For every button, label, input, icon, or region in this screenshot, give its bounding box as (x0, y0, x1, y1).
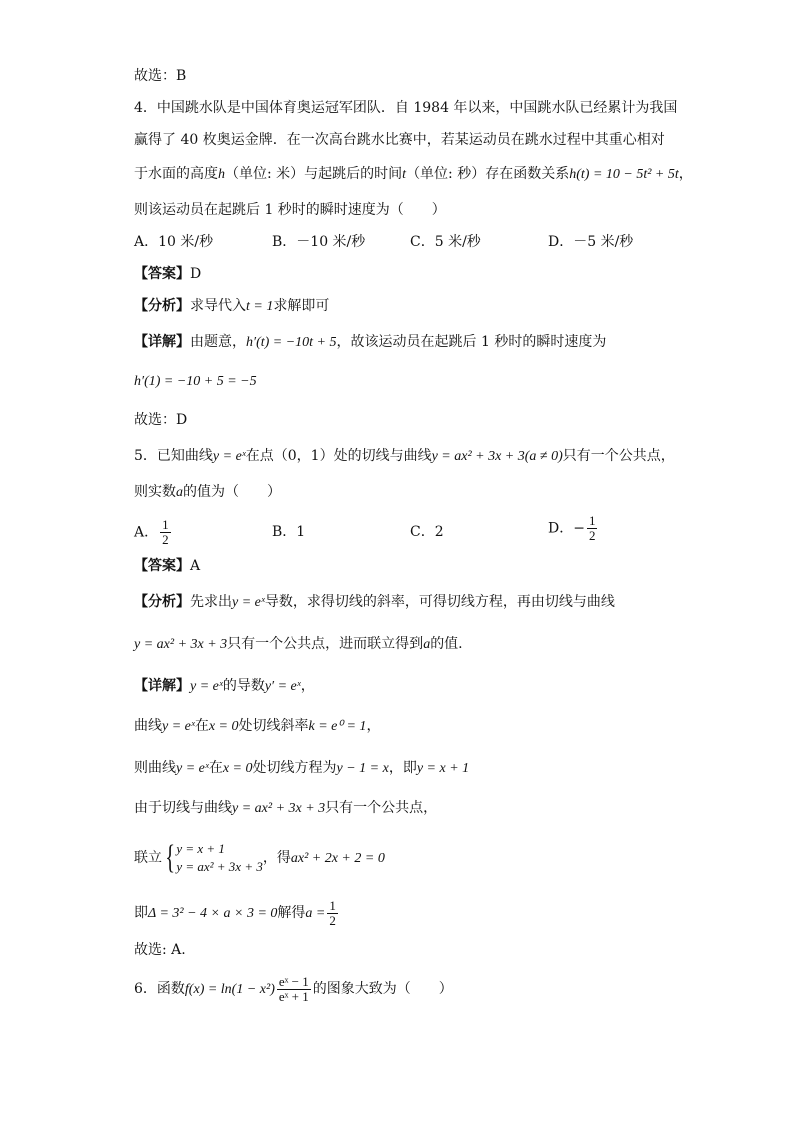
q4-option-d: D．－5 米/秒 (548, 234, 634, 250)
math: a = (305, 906, 326, 921)
text: ，即 (388, 760, 417, 776)
math: y = eˣ (212, 449, 246, 464)
q5-answer (134, 556, 200, 576)
text: ，得 (262, 850, 291, 866)
q4-answer (134, 264, 201, 284)
numerator: 1 (162, 517, 169, 532)
text: 由题意， (190, 334, 246, 350)
q5-text-line-2 (134, 482, 281, 503)
q4-text-line-1: 4．中国跳水队是中国体育奥运冠军团队．自 1984 年以来，中国跳水队已经累计为我国 (134, 100, 678, 116)
q4-text-line-2: 赢得了 40 枚奥运金牌．在一次高台跳水比赛中，若某运动员在跳水过程中其重心相对 (134, 132, 665, 148)
text: 只有一个公共点，进而联立得到 (227, 636, 424, 652)
text: 只有一个公共点， (562, 448, 675, 464)
text: 在点（0，1）处的切线与曲线 (245, 448, 432, 464)
equation: y = ax² + 3x + 3 (176, 859, 263, 874)
answer-value: A (190, 558, 201, 574)
text: 求解即可 (273, 298, 330, 314)
q6-text (134, 972, 453, 1007)
text: ， (300, 678, 315, 694)
denominator: 2 (588, 528, 596, 543)
text: （单位: 秒）存在函数关系 (406, 166, 570, 182)
fraction (587, 514, 598, 543)
math: h′(t) = −10t + 5 (246, 335, 337, 350)
numerator: eˣ − 1 (278, 973, 309, 989)
detail-tag: 【详解】 (134, 334, 190, 350)
fraction (327, 899, 338, 928)
math: a (423, 637, 431, 652)
q5-option-b: B．1 (272, 524, 306, 540)
q5-analysis-line-2 (134, 634, 463, 655)
math: h(t) = 10 − 5t² + 5t (569, 167, 679, 182)
math: y = eˣ (190, 679, 223, 694)
answer-value: D (190, 266, 202, 282)
text: 先求出 (190, 594, 232, 610)
math: y = eˣ (176, 761, 209, 776)
text: ，故该运动员在起跳后 1 秒时的瞬时速度为 (336, 334, 607, 350)
text: ， (678, 166, 693, 182)
option-label: A． (134, 524, 159, 541)
text: 6．函数 (134, 981, 185, 997)
text: 于水面的高度 (134, 166, 218, 182)
answer-line: 故选：B (134, 68, 187, 84)
text: 的值为（ ） (183, 484, 281, 500)
q4-option-a: A．10 米/秒 (134, 234, 214, 250)
math: y = ax² + 3x + 3 (232, 801, 326, 816)
option-label: D．− (548, 520, 585, 537)
q5-final: 故选: A. (134, 942, 186, 958)
equation-system (176, 840, 263, 876)
q4-analysis (134, 296, 329, 317)
q4-final: 故选：D (134, 412, 188, 428)
math: y = eˣ (162, 719, 195, 734)
analysis-tag: 【分析】 (134, 594, 190, 610)
q5-option-a (134, 518, 173, 547)
q5-text-line-1 (134, 446, 675, 467)
text: 的值. (430, 636, 463, 652)
text: 的图象大致为（ ） (312, 981, 453, 997)
q5-analysis (134, 592, 615, 613)
q4-detail (134, 332, 606, 353)
math: k = e⁰ = 1 (308, 719, 367, 734)
math: y′ = eˣ (264, 679, 301, 694)
math: y = ax² + 3x + 3(a ≠ 0) (431, 449, 563, 464)
q4-text-line-4: 则该运动员在起跳后 1 秒时的瞬时速度为（ ） (134, 202, 446, 218)
answer-tag: 【答案】 (134, 266, 190, 282)
math: t (402, 167, 407, 182)
q5-step-3 (134, 798, 437, 819)
q5-detail (134, 676, 315, 697)
text: 处切线斜率 (238, 718, 309, 734)
text: 求导代入 (190, 298, 246, 314)
answer-tag: 【答案】 (134, 558, 190, 574)
math: y = eˣ (232, 595, 265, 610)
text: 则实数 (134, 484, 176, 500)
text: 联立 (134, 850, 162, 866)
q5-step-5 (134, 896, 340, 931)
q4-option-c: C．5 米/秒 (410, 234, 481, 250)
q4-text-line-3 (134, 164, 693, 185)
denominator: 2 (162, 532, 169, 547)
math: y = x + 1 (416, 761, 470, 776)
math: x = 0 (208, 719, 239, 734)
q5-step-1 (134, 716, 380, 737)
text: 则曲线 (134, 760, 176, 776)
text: 由于切线与曲线 (134, 800, 232, 816)
text: 的导数 (222, 678, 265, 694)
text: ， (366, 718, 381, 734)
denominator: 2 (329, 912, 336, 928)
math: f(x) = ln(1 − x²) (184, 982, 275, 997)
text: 导数，求得切线的斜率，可得切线方程，再由切线与曲线 (264, 594, 615, 610)
fraction (160, 518, 171, 547)
q5-step-4 (134, 838, 385, 879)
detail-tag: 【详解】 (134, 678, 190, 694)
text: 即 (134, 905, 148, 921)
math: t = 1 (246, 299, 274, 314)
numerator: 1 (588, 513, 596, 528)
text: 曲线 (134, 718, 162, 734)
q5-option-d (548, 514, 599, 543)
math: h (218, 167, 225, 182)
q4-option-b: B．－10 米/秒 (272, 234, 366, 250)
q5-step-2 (134, 758, 469, 779)
math: x = 0 (222, 761, 253, 776)
math: y = ax² + 3x + 3 (134, 637, 228, 652)
q4-calculation: h′(1) = −10 + 5 = −5 (134, 374, 257, 389)
analysis-tag: 【分析】 (134, 298, 190, 314)
text: 在 (194, 718, 209, 734)
math: y − 1 = x (336, 761, 389, 776)
text: 处切线方程为 (252, 760, 337, 776)
text: 在 (208, 760, 223, 776)
q5-option-c: C．2 (410, 524, 444, 540)
text: 解得 (277, 905, 306, 921)
equation: y = x + 1 (176, 841, 225, 856)
denominator: eˣ + 1 (278, 988, 309, 1004)
text: 只有一个公共点， (325, 800, 438, 816)
text: （单位: 米）与起跳后的时间 (225, 166, 403, 182)
fraction (277, 975, 311, 1004)
math: a (176, 485, 183, 500)
left-brace: { (165, 839, 176, 876)
math: ax² + 2x + 2 = 0 (290, 851, 385, 866)
math: Δ = 3² − 4 × a × 3 = 0 (148, 906, 278, 921)
text: 5．已知曲线 (134, 448, 213, 464)
numerator: 1 (329, 897, 336, 913)
